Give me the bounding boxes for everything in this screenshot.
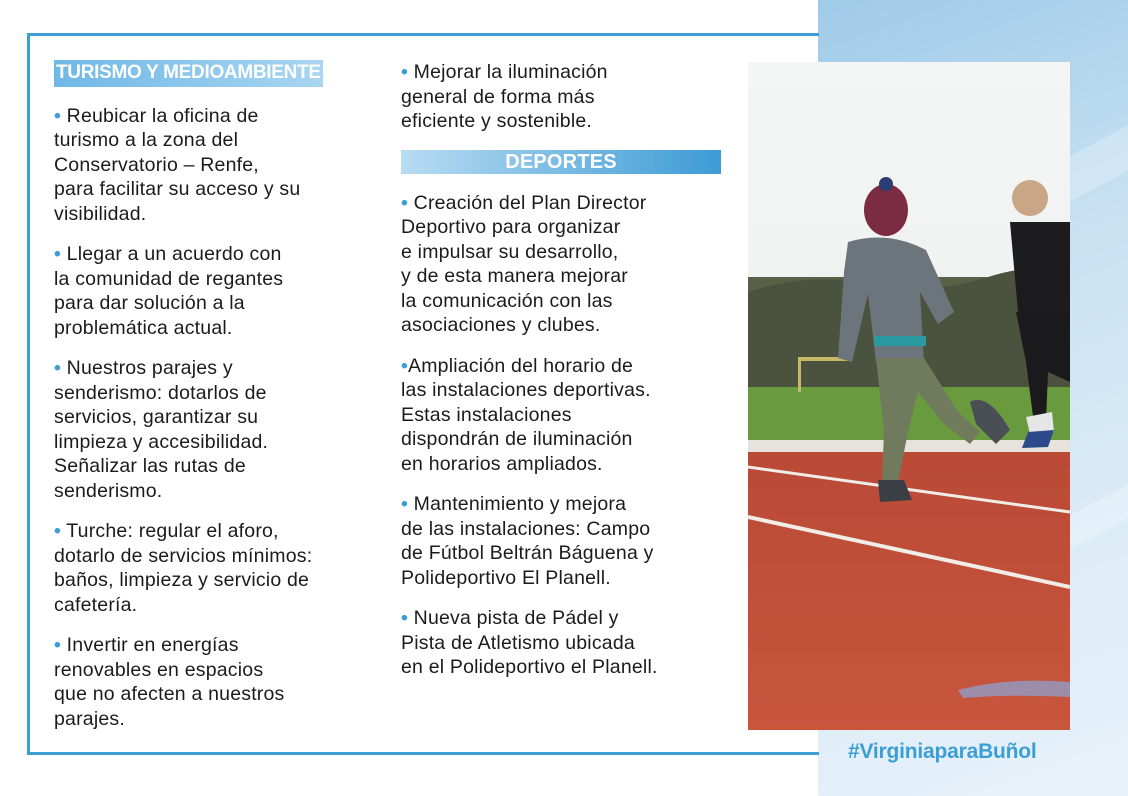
bullet-icon: • [401,61,409,83]
list-item [54,633,394,731]
bullet-icon: • [54,243,62,265]
list-item [401,492,731,590]
list-item-text: Creación del Plan Director Deportivo para organizar e impulsar su desarrollo, y de esta manera mejorar la comunicación con las asociaciones y clubes. [401,191,647,336]
list-item-text: Turche: regular el aforo, dotarlo de servicios mínimos: baños, limpieza y servicio de cafetería. [54,520,313,616]
tourism-heading: TURISMO Y MEDIOAMBIENTE [54,60,323,87]
tourism-column [54,60,394,747]
bullet-icon: • [54,634,62,656]
list-item [401,60,731,134]
running-track-photo [748,62,1070,730]
list-item-text: Llegar a un acuerdo con la comunidad de regantes para dar solución a la problemática actual. [54,243,284,339]
list-item-text: Ampliación del horario de las instalaciones deportivas. Estas instalaciones dispondrán de iluminación en horarios ampliados. [401,354,651,475]
list-item [54,104,394,227]
bullet-icon: • [54,520,62,542]
bullet-icon: • [401,354,409,377]
list-item [54,242,394,340]
list-item [54,519,394,617]
bullet-icon: • [54,357,62,379]
list-item [401,606,731,680]
sports-column [401,60,731,696]
list-item-text: Reubicar la oficina de turismo a la zona del Conservatorio – Renfe, para facilitar su acceso y su visibilidad. [54,104,301,225]
campaign-hashtag: #VirginiaparaBuñol [848,740,1037,763]
list-item-text: Mantenimiento y mejora de las instalaciones: Campo de Fútbol Beltrán Báguena y Polideportivo El Planell. [401,493,654,589]
list-item [401,354,731,477]
list-item-text: Mejorar la iluminación general de forma más eficiente y sostenible. [401,61,608,132]
bullet-icon: • [401,607,409,629]
list-item-text: Nueva pista de Pádel y Pista de Atletismo ubicada en el Polideportivo el Planell. [401,607,658,678]
bullet-icon: • [401,493,409,515]
list-item [54,356,394,503]
list-item-text: Invertir en energías renovables en espacios que no afecten a nuestros parajes. [54,634,285,730]
list-item-text: Nuestros parajes y senderismo: dotarlos de servicios, garantizar su limpieza y accesibilidad. Señalizar las rutas de senderismo. [54,357,269,502]
sports-heading: DEPORTES [401,150,721,174]
list-item [401,191,731,338]
bullet-icon: • [54,104,62,127]
bullet-icon: • [401,191,409,214]
